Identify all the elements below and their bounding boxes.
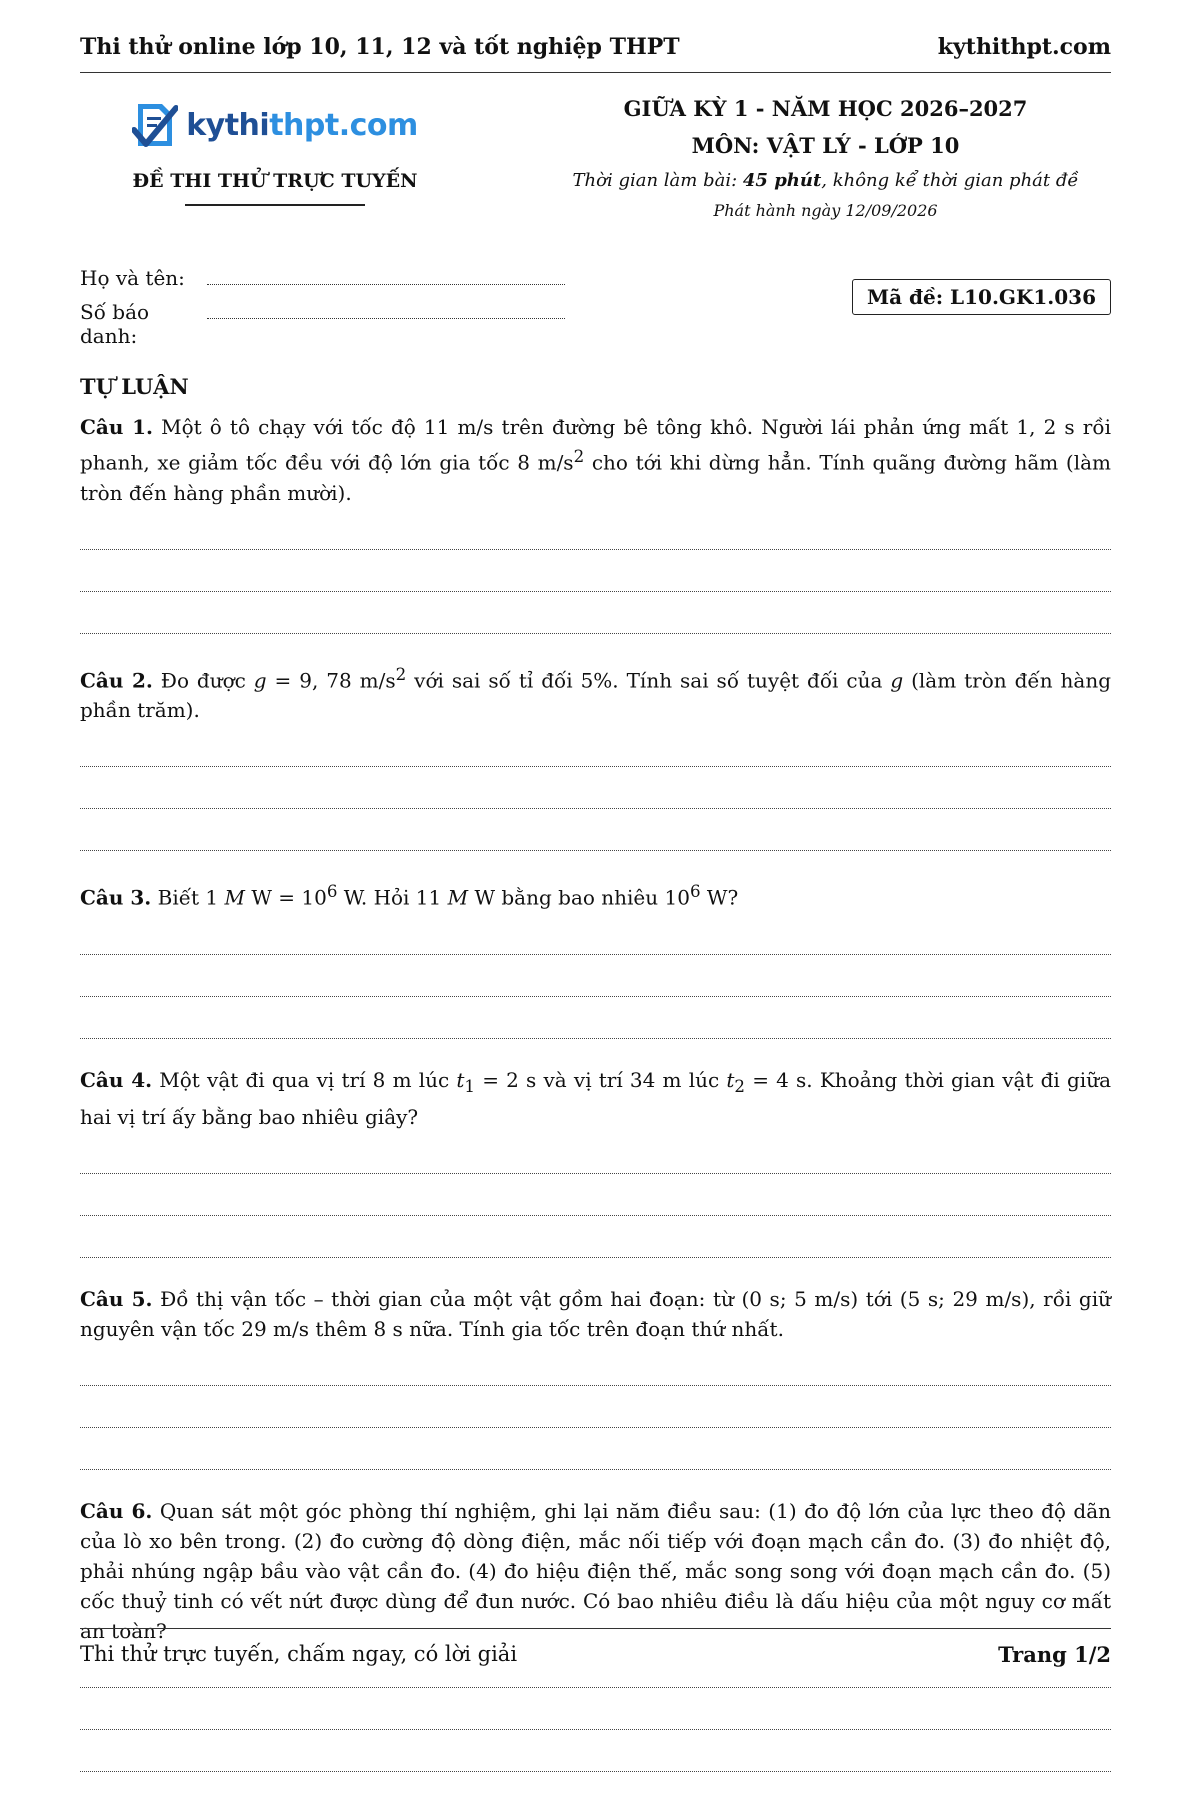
question-4: [80, 1065, 1111, 1132]
student-name-label: Họ và tên:: [80, 266, 185, 290]
answer-line[interactable]: [80, 1730, 1111, 1772]
answer-line[interactable]: [80, 725, 1111, 767]
answer-area[interactable]: [80, 1344, 1111, 1470]
question-text: (làm tròn đến hàng phần trăm).: [80, 668, 1112, 723]
question-6: [80, 1496, 1111, 1646]
question-text: Biết 1: [157, 885, 225, 910]
question-text: Đồ thị vận tốc – thời gian của một vật gồm hai đoạn: từ (0 s; 5 m/s) tới (5 s; 29 m/s), rồi giữ nguyên vận tốc 29 m/s thêm 8 s nữa. Tính gia tốc trên đoạn thứ nhất.: [80, 1286, 1112, 1341]
divider: [185, 204, 365, 206]
logo-text-kythi: kythi: [186, 107, 270, 143]
question-label: Câu 3.: [80, 885, 152, 910]
question-label: Câu 1.: [80, 415, 154, 439]
answer-line[interactable]: [80, 809, 1111, 851]
student-name-field[interactable]: [207, 266, 565, 285]
exam-time-suffix: , không kể thời gian phát đề: [821, 170, 1079, 191]
question-text: W bằng bao nhiêu 10: [468, 885, 690, 910]
math-var: t: [456, 1067, 465, 1092]
student-name-row: [80, 266, 565, 300]
answer-line[interactable]: [80, 1688, 1111, 1730]
page-header: [80, 22, 1111, 73]
math-sup: 2: [573, 447, 585, 466]
question-text: W?: [700, 885, 739, 910]
math-sub: 2: [734, 1076, 746, 1096]
answer-area[interactable]: [80, 725, 1111, 851]
header-title: Thi thử online lớp 10, 11, 12 và tốt nghiệp THPT: [80, 34, 680, 60]
answer-line[interactable]: [80, 913, 1111, 955]
exam-info: [540, 96, 1111, 220]
question-text: với sai số tỉ đối 5%. Tính sai số tuyệt đối của: [406, 668, 891, 693]
online-exam-label: ĐỀ THI THỬ TRỰC TUYẾN: [132, 170, 418, 192]
answer-line[interactable]: [80, 997, 1111, 1039]
site-logo: [132, 100, 418, 150]
answer-line[interactable]: [80, 1386, 1111, 1428]
math-var: g: [890, 668, 904, 693]
section-title: TỰ LUẬN: [80, 374, 189, 399]
answer-line[interactable]: [80, 1216, 1111, 1258]
question-3: [80, 877, 1111, 913]
math-var: g: [253, 668, 267, 693]
question-text: Quan sát một góc phòng thí nghiệm, ghi lại năm điều sau: (1) đo độ lớn của lực theo độ dãn của lò xo bên trong. (2) đo cường độ dòng điện, mắc nối tiếp với đoạn mạch cần đo. (3) đo nhiệt độ, phải nhúng ngập bầu vào vật cần đo. (4) đo hiệu điện thế, mắc song song với đoạn mạch cần đo. (5) cốc thuỷ tinh có vết nứt được dùng để đun nước. Có bao nhiêu điều là dấu hiệu của một nguy cơ mất an toàn?: [80, 1498, 1111, 1643]
math-sub: 1: [464, 1076, 476, 1096]
answer-area[interactable]: [80, 1132, 1111, 1258]
math-var: M: [447, 885, 469, 910]
answer-area[interactable]: [80, 508, 1111, 634]
answer-line[interactable]: [80, 1174, 1111, 1216]
student-id-row: [80, 300, 565, 348]
question-text: = 4 s. Khoảng thời gian vật đi giữa hai vị trí ấy bằng bao nhiêu giây?: [80, 1067, 1112, 1129]
question-text: W. Hỏi 11: [337, 885, 448, 910]
math-sup: 6: [326, 882, 338, 902]
math-var: t: [726, 1067, 735, 1092]
question-1: [80, 412, 1111, 508]
page-number: Trang 1/2: [998, 1641, 1111, 1667]
exam-code-badge: Mã đề: L10.GK1.036: [852, 279, 1111, 315]
question-list: [80, 412, 1111, 1798]
exam-subject: MÔN: VẬT LÝ - LỚP 10: [691, 133, 960, 158]
question-text: = 2 s và vị trí 34 m lúc: [475, 1067, 727, 1092]
question-text: = 9, 78 m/s: [266, 668, 396, 693]
answer-line[interactable]: [80, 550, 1111, 592]
question-label: Câu 2.: [80, 668, 153, 693]
logo-block: [80, 100, 470, 206]
math-sup: 2: [395, 664, 407, 684]
exam-time-value: 45 phút: [742, 170, 822, 191]
exam-release-date: Phát hành ngày 12/09/2026: [713, 201, 938, 220]
answer-line[interactable]: [80, 592, 1111, 634]
answer-line[interactable]: [80, 1132, 1111, 1174]
math-sup: 6: [689, 882, 701, 902]
question-text: Một vật đi qua vị trí 8 m lúc: [159, 1067, 457, 1092]
answer-area[interactable]: [80, 913, 1111, 1039]
student-id-field[interactable]: [207, 300, 565, 319]
page-footer: [80, 1628, 1111, 1679]
exam-time-prefix: Thời gian làm bài:: [572, 170, 743, 191]
logo-text: [186, 108, 418, 143]
logo-text-thpt: thpt.com: [269, 107, 418, 143]
answer-line[interactable]: [80, 955, 1111, 997]
answer-line[interactable]: [80, 767, 1111, 809]
question-text: cho tới khi dừng hẳn. Tính quãng đường hãm (làm tròn đến hàng phần mười).: [80, 450, 1111, 505]
header-site: kythithpt.com: [937, 34, 1111, 60]
answer-line[interactable]: [80, 508, 1111, 550]
math-var: M: [224, 885, 245, 910]
question-text: Đo được: [160, 668, 254, 693]
footer-tagline: Thi thử trực tuyến, chấm ngay, có lời giải: [80, 1642, 518, 1666]
question-label: Câu 6.: [80, 1498, 153, 1523]
question-text: W = 10: [244, 885, 327, 910]
question-text: Một ô tô chạy với tốc độ 11 m/s trên đường bê tông khô. Người lái phản ứng mất 1, 2 s rồi phanh, xe giảm tốc đều với độ lớn gia tốc 8 m/s: [80, 415, 1111, 475]
exam-time: [540, 170, 1111, 191]
student-info: [80, 266, 565, 348]
answer-line[interactable]: [80, 1428, 1111, 1470]
question-label: Câu 4.: [80, 1067, 153, 1092]
question-2: [80, 660, 1111, 726]
question-label: Câu 5.: [80, 1286, 153, 1311]
answer-line[interactable]: [80, 1344, 1111, 1386]
student-id-label: Số báo danh:: [80, 300, 150, 348]
document-check-icon: [132, 100, 178, 150]
exam-term: GIỮA KỲ 1 - NĂM HỌC 2026–2027: [623, 96, 1028, 121]
question-5: [80, 1284, 1111, 1344]
